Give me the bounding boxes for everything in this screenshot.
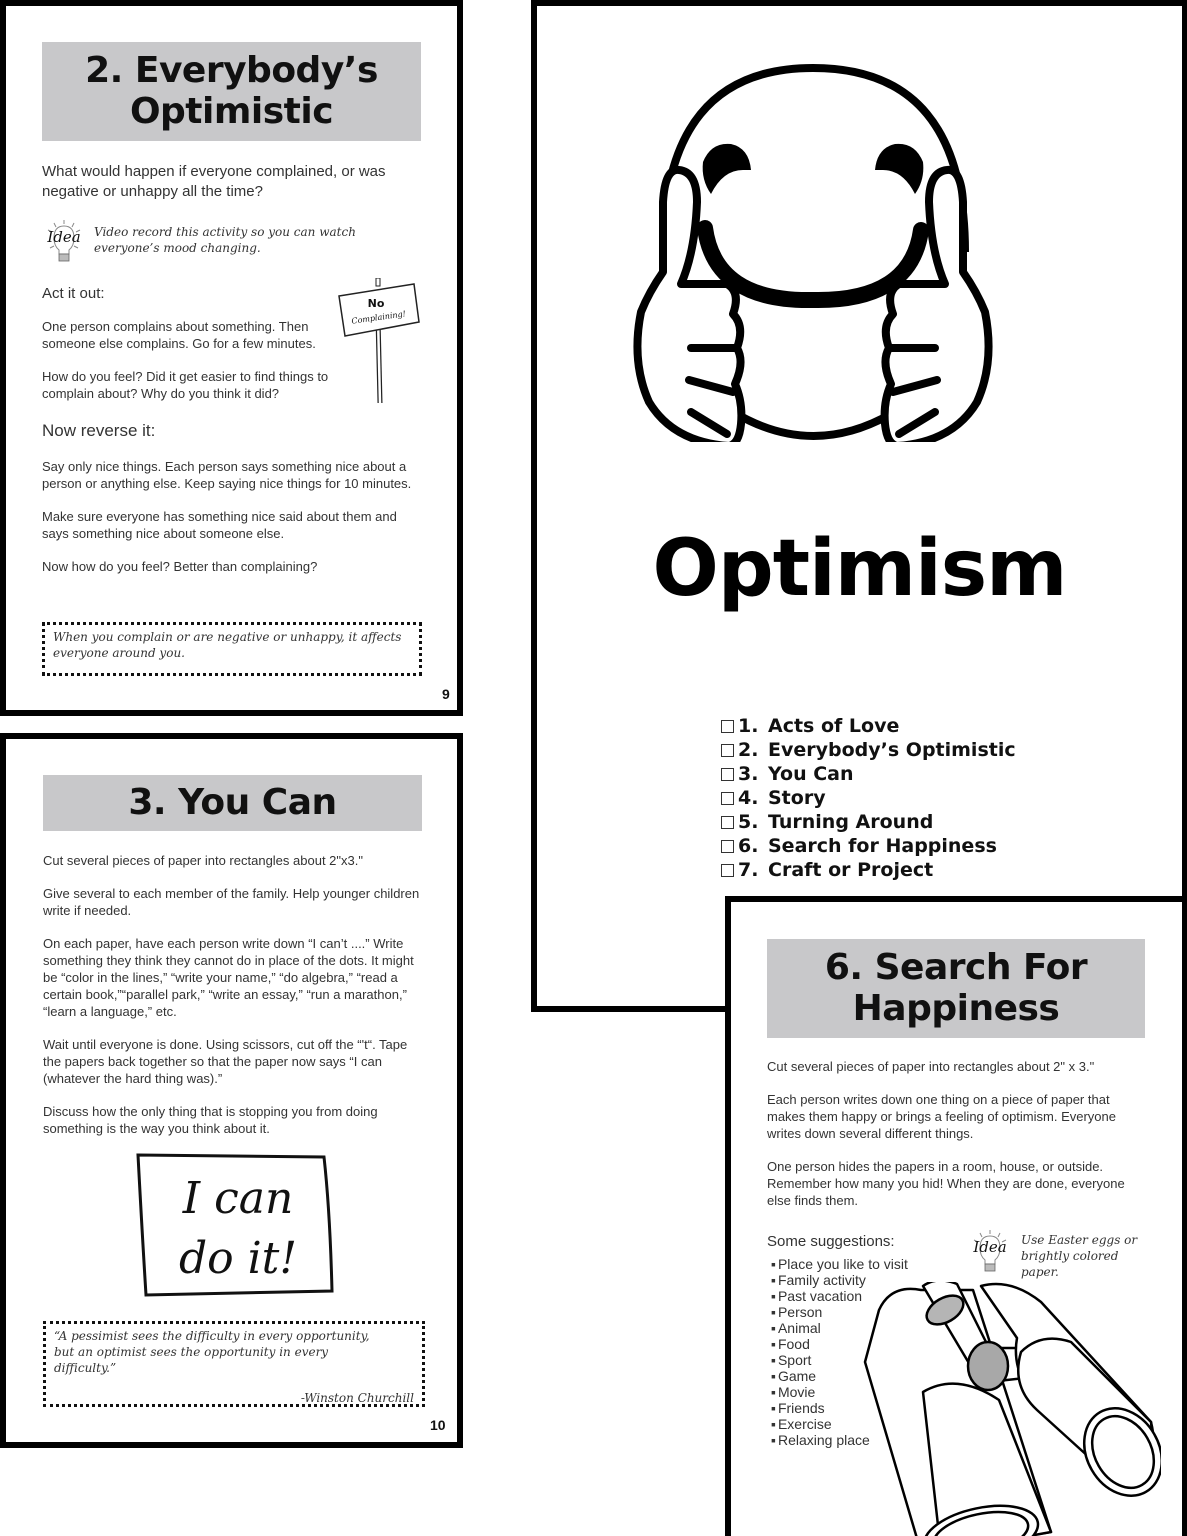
quote-box	[43, 1321, 425, 1407]
callout-box: When you complain or are negative or unhappy, it affects everyone around you.	[42, 622, 422, 676]
list-item: ▪ Relaxing place	[771, 1432, 908, 1448]
act-paragraphs: One person complains about something. Then someone else complains. Go for a few minutes. How do you feel? Did it get easier to find things to complain about? Why do you think it did?	[42, 319, 329, 401]
page-title-band	[43, 775, 422, 831]
lightbulb-idea-icon	[42, 218, 86, 264]
cover-title: Optimism	[652, 524, 1067, 614]
page-number: 9	[442, 686, 450, 702]
idea-tip	[967, 1228, 1147, 1279]
list-item: ▪ Family activity	[771, 1272, 908, 1288]
list-item: ▪ Game	[771, 1368, 908, 1384]
checkbox[interactable]	[721, 864, 734, 877]
checkbox[interactable]	[721, 792, 734, 805]
checklist-item[interactable]: 5. Turning Around	[721, 810, 1016, 834]
list-item: ▪ Person	[771, 1304, 908, 1320]
checklist-item[interactable]: 4. Story	[721, 786, 1016, 810]
list-item: ▪ Place you like to visit	[771, 1256, 908, 1272]
list-item: ▪ Movie	[771, 1384, 908, 1400]
checklist-item[interactable]: 7. Craft or Project	[721, 858, 1016, 882]
list-item: ▪ Sport	[771, 1352, 908, 1368]
checklist-item[interactable]: 1. Acts of Love	[721, 714, 1016, 738]
lightbulb-idea-icon	[967, 1228, 1013, 1274]
reverse-paragraphs: Say only nice things. Each person says something nice about a person or anything else. Keep saying nice things for 10 minutes. Make sure everyone has something nice said about them and says something nice about someone else. Now how do you feel? Better than complaining?	[42, 459, 412, 574]
checklist-item[interactable]: 2. Everybody’s Optimistic	[721, 738, 1016, 762]
act-heading: Act it out:	[42, 285, 105, 302]
idea-text: Use Easter eggs or brightly colored paper.	[1021, 1233, 1138, 1279]
svg-text:I can: I can	[182, 1173, 294, 1224]
idea-text: Video record this activity so you can watch everyone’s mood changing.	[94, 225, 356, 255]
thumbs-up-smiley-illustration	[593, 62, 1033, 442]
checkbox[interactable]	[721, 816, 734, 829]
svg-text:do it!: do it!	[178, 1233, 298, 1284]
quote-text: “A pessimist sees the difficulty in every opportunity, but an optimist sees the opportunity in every difficulty.”	[54, 1329, 370, 1375]
svg-text:Idea: Idea	[47, 228, 81, 246]
intro-text: What would happen if everyone complained, or was negative or unhappy all the time?	[42, 163, 386, 200]
checkbox[interactable]	[721, 840, 734, 853]
instruction-paragraphs: Cut several pieces of paper into rectangles about 2"x3." Give several to each member of the family. Help younger children write if needed. On each paper, have each person write down “I can’t ....” Write something they think they cannot do in place of the dots. It might be “color in the lines,” “write your name,” “do algebra,” “read a certain book,”“parallel park,” “write an essay,” “run a marathon,” “learn a language,” etc. Wait until everyone is done. Using scissors, cut off the “'t“. Tape the papers back together so that the paper now says “I can (whatever the hard thing was).” Discuss how the only thing that is stopping you from doing something is the way you think about it.	[43, 853, 420, 1136]
list-item: ▪ Animal	[771, 1320, 908, 1336]
activity-checklist	[721, 714, 1016, 882]
checkbox[interactable]	[721, 768, 734, 781]
page-title: 2. Everybody’s Optimistic	[85, 50, 378, 132]
i-can-do-it-sign-illustration	[134, 1151, 338, 1301]
suggestions-heading: Some suggestions:	[767, 1233, 895, 1250]
reverse-heading: Now reverse it:	[42, 421, 156, 440]
list-item: ▪ Past vacation	[771, 1288, 908, 1304]
checkbox[interactable]	[721, 720, 734, 733]
no-complaining-sign-illustration	[336, 278, 426, 408]
svg-text:No: No	[367, 297, 385, 310]
search-happiness-card	[725, 896, 1187, 1536]
page-title-band	[767, 939, 1145, 1038]
instruction-paragraphs: Cut several pieces of paper into rectangles about 2" x 3." Each person writes down one thing on a piece of paper that makes them happy or brings a feeling of optimism. Everyone writes down several different things. One person hides the papers in a room, house, or outside. Remember how many you hid! When they are done, everyone else finds them.	[767, 1059, 1125, 1208]
page-title: 6. Search For Happiness	[824, 947, 1088, 1029]
idea-tip	[42, 218, 422, 264]
optimism-cover-card	[531, 0, 1187, 1012]
page-title-band	[42, 42, 421, 141]
checkbox[interactable]	[721, 744, 734, 757]
page-number: 10	[430, 1417, 446, 1433]
page-10-card	[0, 733, 463, 1448]
list-item: ▪ Exercise	[771, 1416, 908, 1432]
list-item: ▪ Friends	[771, 1400, 908, 1416]
svg-text:Idea: Idea	[973, 1238, 1007, 1256]
page-title: 3. You Can	[128, 781, 337, 823]
binoculars-illustration	[861, 1282, 1161, 1536]
checklist-item[interactable]: 3. You Can	[721, 762, 1016, 786]
quote-author: -Winston Churchill	[300, 1391, 414, 1405]
svg-text:Complaining!: Complaining!	[350, 309, 407, 326]
list-item: ▪ Food	[771, 1336, 908, 1352]
checklist-item[interactable]: 6. Search for Happiness	[721, 834, 1016, 858]
page-9-card	[0, 0, 463, 716]
